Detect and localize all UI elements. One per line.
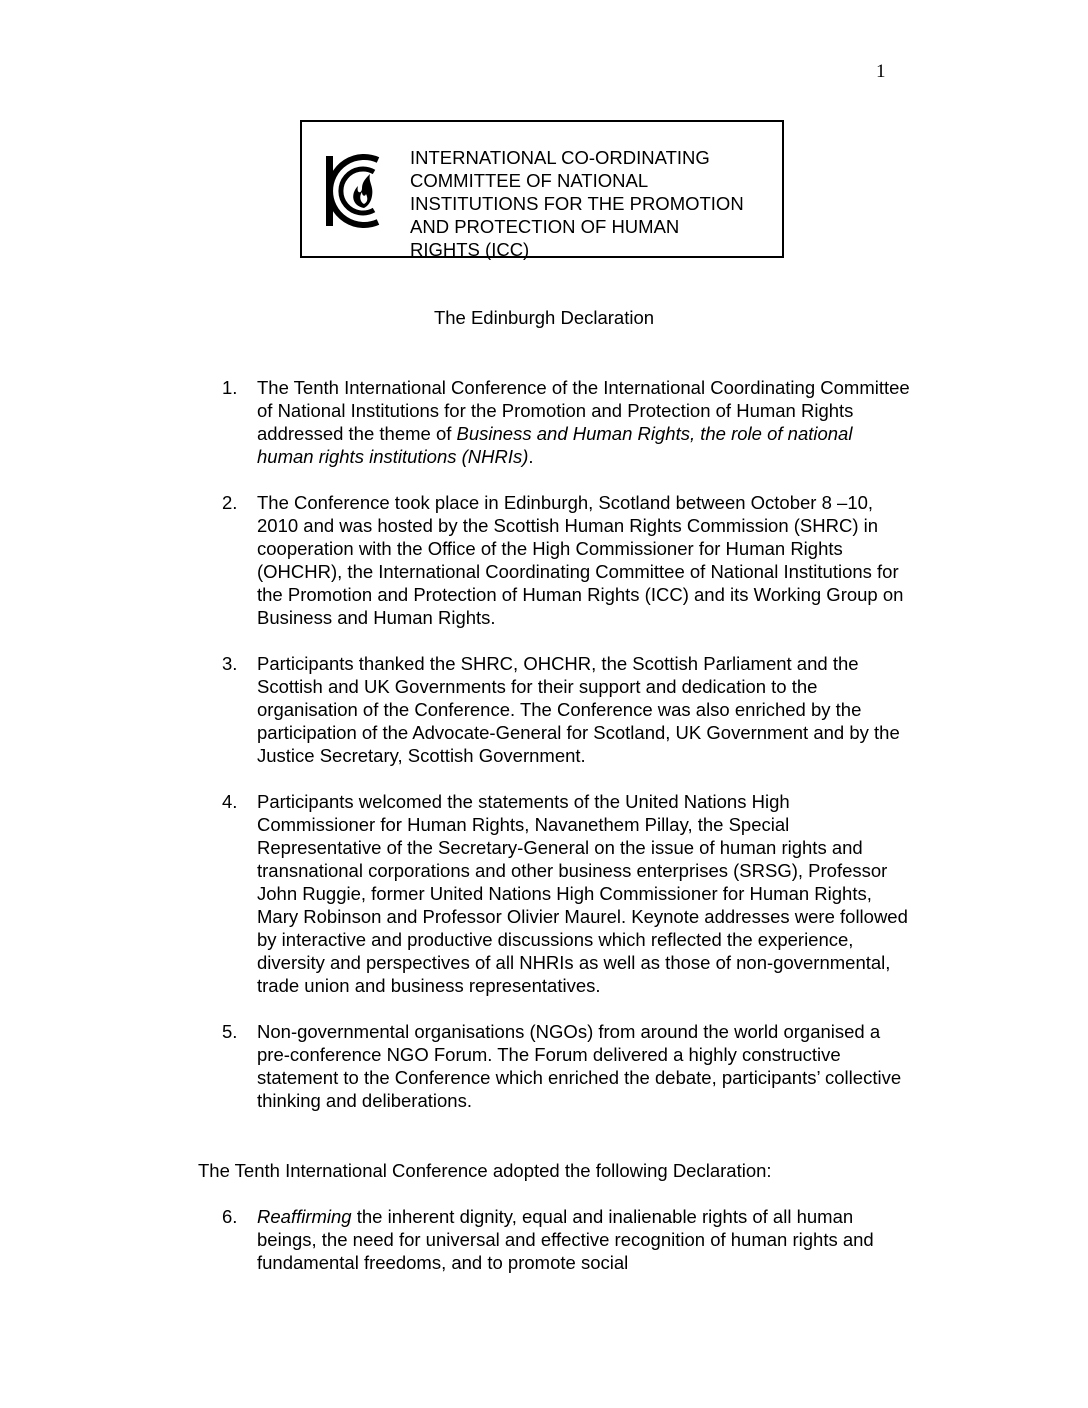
declaration-intro: The Tenth International Conference adopted the following Declaration:: [198, 1160, 772, 1181]
item-number: 3.: [222, 653, 238, 674]
list-item: [222, 790, 912, 997]
preamble-list: [222, 376, 912, 1135]
org-name-line: COMMITTEE OF NATIONAL: [410, 170, 649, 191]
list-item: [222, 491, 912, 629]
list-item: [222, 1205, 912, 1274]
list-item: [222, 1020, 912, 1112]
item-text-italic: Reaffirming: [257, 1206, 352, 1227]
org-name-line: INSTITUTIONS FOR THE PROMOTION: [410, 193, 744, 214]
item-text: The Tenth International Conference of the International Coordinating Committee of National Institutions for the Promotion and Protection of Human Rights addressed the theme of: [257, 377, 910, 444]
item-text: The Conference took place in Edinburgh, Scotland between October 8 –10, 2010 and was hosted by the Scottish Human Rights Commission (SHRC) in cooperation with the Office of the High Commissioner for Human Rights (OHCHR), the International Coordinating Committee of National Institutions for the Promotion and Protection of Human Rights (ICC) and its Working Group on Business and Human Rights.: [257, 492, 904, 628]
item-text: the inherent dignity, equal and inalienable rights of all human beings, the need for universal and effective recognition of human rights and fundamental freedoms, and to promote social: [257, 1206, 874, 1273]
item-text-italic: Business and Human Rights, the role of national human rights institutions (NHRIs): [257, 423, 853, 467]
icc-logo-icon: [316, 150, 394, 232]
org-name-line: AND PROTECTION OF HUMAN: [410, 216, 680, 237]
organization-name: [410, 146, 780, 261]
item-text: Non-governmental organisations (NGOs) from around the world organised a pre-conference NGO Forum. The Forum delivered a highly constructive statement to the Conference which enriched the debate, participants’ collective thinking and deliberations.: [257, 1021, 902, 1111]
item-number: 2.: [222, 492, 238, 513]
list-item: [222, 652, 912, 767]
organization-header-box: [300, 120, 784, 258]
declaration-list: [222, 1205, 912, 1297]
page-number: 1: [876, 61, 886, 82]
item-text-end: .: [528, 446, 534, 467]
document-title: The Edinburgh Declaration: [433, 307, 655, 328]
org-name-line: RIGHTS (ICC): [410, 239, 530, 260]
item-number: 1.: [222, 377, 238, 398]
list-item: [222, 376, 912, 468]
org-name-line: INTERNATIONAL CO-ORDINATING: [410, 147, 710, 168]
item-text: Participants thanked the SHRC, OHCHR, the Scottish Parliament and the Scottish and UK Governments for their support and dedication to the organisation of the Conference. The Conference was also enriched by the participation of the Advocate-General for Scotland, UK Government and by the Justice Secretary, Scottish Government.: [257, 653, 900, 766]
item-text: Participants welcomed the statements of the United Nations High Commissioner for Human Rights, Navanethem Pillay, the Special Representative of the Secretary-General on the issue of human rights and transnational corporations and other business enterprises (SRSG), Professor John Ruggie, former United Nations High Commissioner for Human Rights, Mary Robinson and Professor Olivier Maurel. Keynote addresses were followed by interactive and productive discussions which reflected the experience, diversity and perspectives of all NHRIs as well as those of non-governmental, trade union and business representatives.: [257, 791, 908, 996]
item-number: 5.: [222, 1021, 238, 1042]
item-number: 4.: [222, 791, 238, 812]
item-number: 6.: [222, 1206, 238, 1227]
